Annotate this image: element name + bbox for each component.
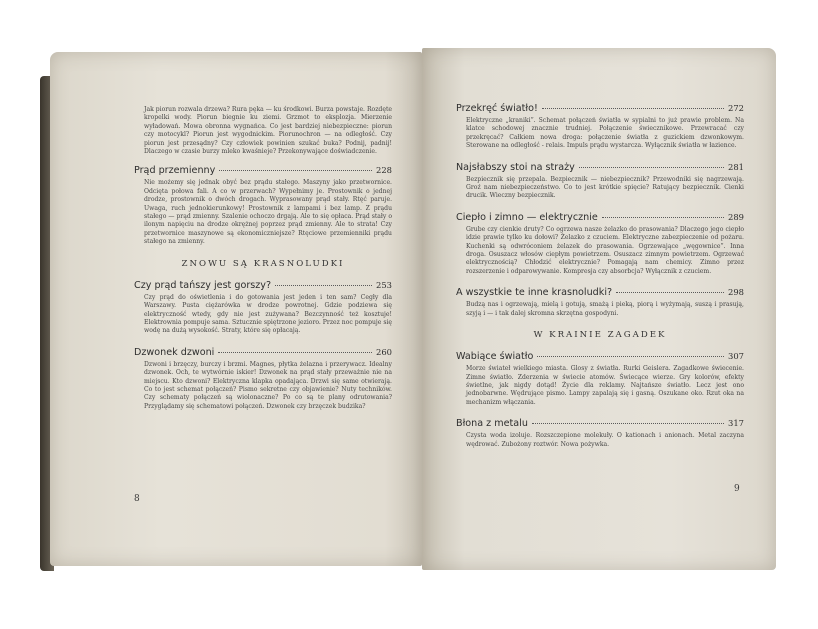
entry-title: Ciepło i zimno — elektrycznie: [456, 211, 598, 223]
toc-entry: [456, 161, 744, 201]
entry-description: Nie możemy się jednak obyć bez prądu stałego. Maszyny jako przetwornice. Odcięta połowa fali. A co w przerwach? Wypełnimy je. Prostownik o jednej drodze, prostownik o dwóch drogach. Wyprasowany prąd stały. Rtęć paruje. Uwaga, ruch jednokierunkowy! Prostownik z lampami i bez lamp. Z prądu stałego — prąd zmienny. Szalenie ochoczo drgają. Ale to się opłaca. Prąd stały o ilonym napięciu na drodze okrężnej poprzez prąd zmienny. Ale to strata! Czy przetwornice maszynowe są ekonomiczniejsze? Rtęciowe przemienniki prądu stałego na zmienny.: [144, 179, 392, 246]
toc-line: [456, 350, 744, 363]
toc-entry: [456, 286, 744, 318]
dot-leader: [218, 352, 372, 353]
toc-line: [456, 286, 744, 299]
page-folio: 9: [734, 484, 740, 494]
toc-entry: [134, 346, 392, 411]
page-folio: 8: [134, 494, 140, 504]
entry-description: Elektryczne „kraniki”. Schemat połączeń światła w sypialni to już prawie problem. Na klatce schodowej znacznie trudniej. Połączenie świecznikowe. Przewracać czy przekręcać? Całkiem nowa droga: połączenie światła z guzickiem dzwonkowym. Sterowane na odległość - relais. Impuls prądu wystarcza. Wyłącznik światła w łazience.: [466, 117, 744, 150]
dot-leader: [602, 217, 724, 218]
page-number: 260: [376, 346, 392, 357]
entry-description: Morze świateł wielkiego miasta. Glosy z światła. Rurki Geislera. Zagadkowe świecenie. Zimne światło. Zderzenia w świecie atomów. Świecące wierze. Gry kolorów, efekty świetlne, jak nigdy dotąd! Życie dla reklamy. Najtańsze światło. Lecz jest ono jednobarwne. Wędrujące pismo. Lampy zapalają się i gasną. Oszukane oko. Rzut oka na mechanizm włączania.: [466, 365, 744, 406]
entry-title: Najsłabszy stoi na straży: [456, 161, 575, 173]
dot-leader: [616, 292, 724, 293]
entry-title: Przekręć światło!: [456, 103, 538, 114]
toc-line: [456, 161, 744, 174]
dot-leader: [542, 108, 724, 109]
right-page-content: [456, 102, 744, 459]
dot-leader: [532, 423, 724, 424]
entry-description: Grube czy cienkie druty? Co ogrzewa nasze żelazko do prasowania? Dlaczego jego ciepło idzie prawie tylko ku dołowi? Żelazko z czuciem. Elektryczne zabezpieczenie od pożaru. Kuchenki są odwróconiem żelazek do prasowania. Ogrzewające „węgownice”. Inna droga. Osuszacz włosów ciepłym powietrzem. Osuszacz zimnym powietrzem. Ogrzewać elektrycznością? Chłodzić elektrycznie? Pomagają nam chemicy. Zimno przez rozszerzenie i odparowywanie. Kompresja czy absorbcja? Wyłącznik z czuciem.: [466, 225, 744, 275]
toc-entry: [456, 350, 744, 407]
page-number: 298: [728, 287, 744, 298]
entry-description: Budzą nas i ogrzewają, mielą i gotują, smażą i pieką, piorą i wyżymają, suszą i prasują, szyją i — i tak dalej skromna skrzętna gospodyni.: [466, 301, 744, 317]
toc-entry: [134, 164, 392, 246]
entry-title: Wabiące światło: [456, 351, 534, 363]
toc-line: [456, 211, 744, 224]
entry-title: Dzwonek dzwoni: [134, 346, 215, 358]
toc-line: [134, 164, 392, 177]
page-number: 281: [728, 161, 744, 172]
toc-line: [134, 346, 392, 359]
entry-description: Czysta woda izoluje. Rozszczepione molekuły. O kationach i anionach. Metal zaczyna wędrować. Zubożony roztwór. Nowa pożywka.: [466, 432, 744, 448]
entry-title: Błona z metalu: [456, 418, 528, 430]
dot-leader: [537, 356, 724, 357]
toc-line: [456, 417, 744, 430]
toc-line: [134, 279, 392, 292]
toc-entry: [134, 279, 392, 336]
toc-entry: [456, 102, 744, 151]
entry-description: Czy prąd do oświetlenia i do gotowania jest jeden i ten sam? Cegły dla Warszawy. Pusta ciężarówka w drodze powrotnej. Gdzie podziewa się elektryczność wtedy, gdy nie jest zużywana? Bezczynność też kosztuje! Elektrownia pompuje sama. Sztucznie spiętrzone jezioro. Przez noc pompuje się wodę na dużą wysokość. Straty, które się opłacają.: [144, 293, 393, 335]
dot-leader: [579, 167, 724, 168]
page-number: 228: [376, 165, 392, 176]
page-number: 317: [728, 418, 744, 429]
dot-leader: [219, 170, 372, 171]
toc-entry: [456, 417, 744, 449]
toc-entry: [456, 211, 744, 276]
section-heading: W KRAINIE ZAGADEK: [533, 330, 667, 341]
left-page-content: [134, 106, 392, 421]
intro-paragraph: Jak piorun rozwala drzewa? Rura pęka — ku środkowi. Burza powstaje. Rozdęte kropelki wody. Piorun biegnie ku ziemi. Grzmot to eksplozja. Mierzenie wyładowań. Mowa obronna wygnańca. Co jest bardziej niebezpieczne: piorun czy motocykl? Piorun jest wygodnickim. Piorunochron — na odległość. Czy piorun jest przesądny? Czy człowiek powinien szukać buka? Podnij, padnij! Dlaczego w czasie burzy mleko kwaśnieje? Przekonywające doświadczenie.: [144, 106, 392, 156]
dot-leader: [275, 285, 372, 286]
toc-line: [456, 102, 744, 115]
left-page: [50, 52, 422, 566]
page-number: 253: [376, 279, 392, 290]
entry-description: Dzwoni i brzęczy, burczy i brzmi. Magnes, płytka żelazna i przerywacz. Idealny dzwonek. Och, te wytwórnie iskier! Dzwonek na prąd stały przeważnie nie na miejscu. Kto dzwoni? Elektryczna klapka opadająca. Drzwi się same otwierają. Co to jest schemat połączeń? Pismo sekretne czy objawienie? Nuty techników. Czy schematy połączeń są wiolonaczne? Po co są te plany odrutowania? Przyglądamy się schematowi połączeń. Dzwonek czy brzęczek budzika?: [144, 360, 392, 410]
entry-title: Prąd przemienny: [134, 165, 216, 177]
entry-description: Bezpiecznik się przepala. Bezpiecznik — niebezpiecznik? Przewodniki się nagrzewają. Groź nam niebezpieczeństwo. Co to jest krótkie spięcie? Ratujący bezpiecznik. Cienki drucik. Wieczny bezpiecznik.: [466, 175, 744, 200]
section-heading: ZNOWU SĄ KRASNOLUDKI: [181, 258, 345, 269]
entry-title: Czy prąd tańszy jest gorszy?: [134, 279, 272, 291]
right-page: [422, 48, 776, 570]
page-number: 307: [728, 351, 744, 362]
open-book: [40, 46, 780, 576]
entry-title: A wszystkie te inne krasnoludki?: [456, 287, 613, 299]
page-number: 272: [728, 103, 744, 113]
page-number: 289: [728, 211, 744, 222]
